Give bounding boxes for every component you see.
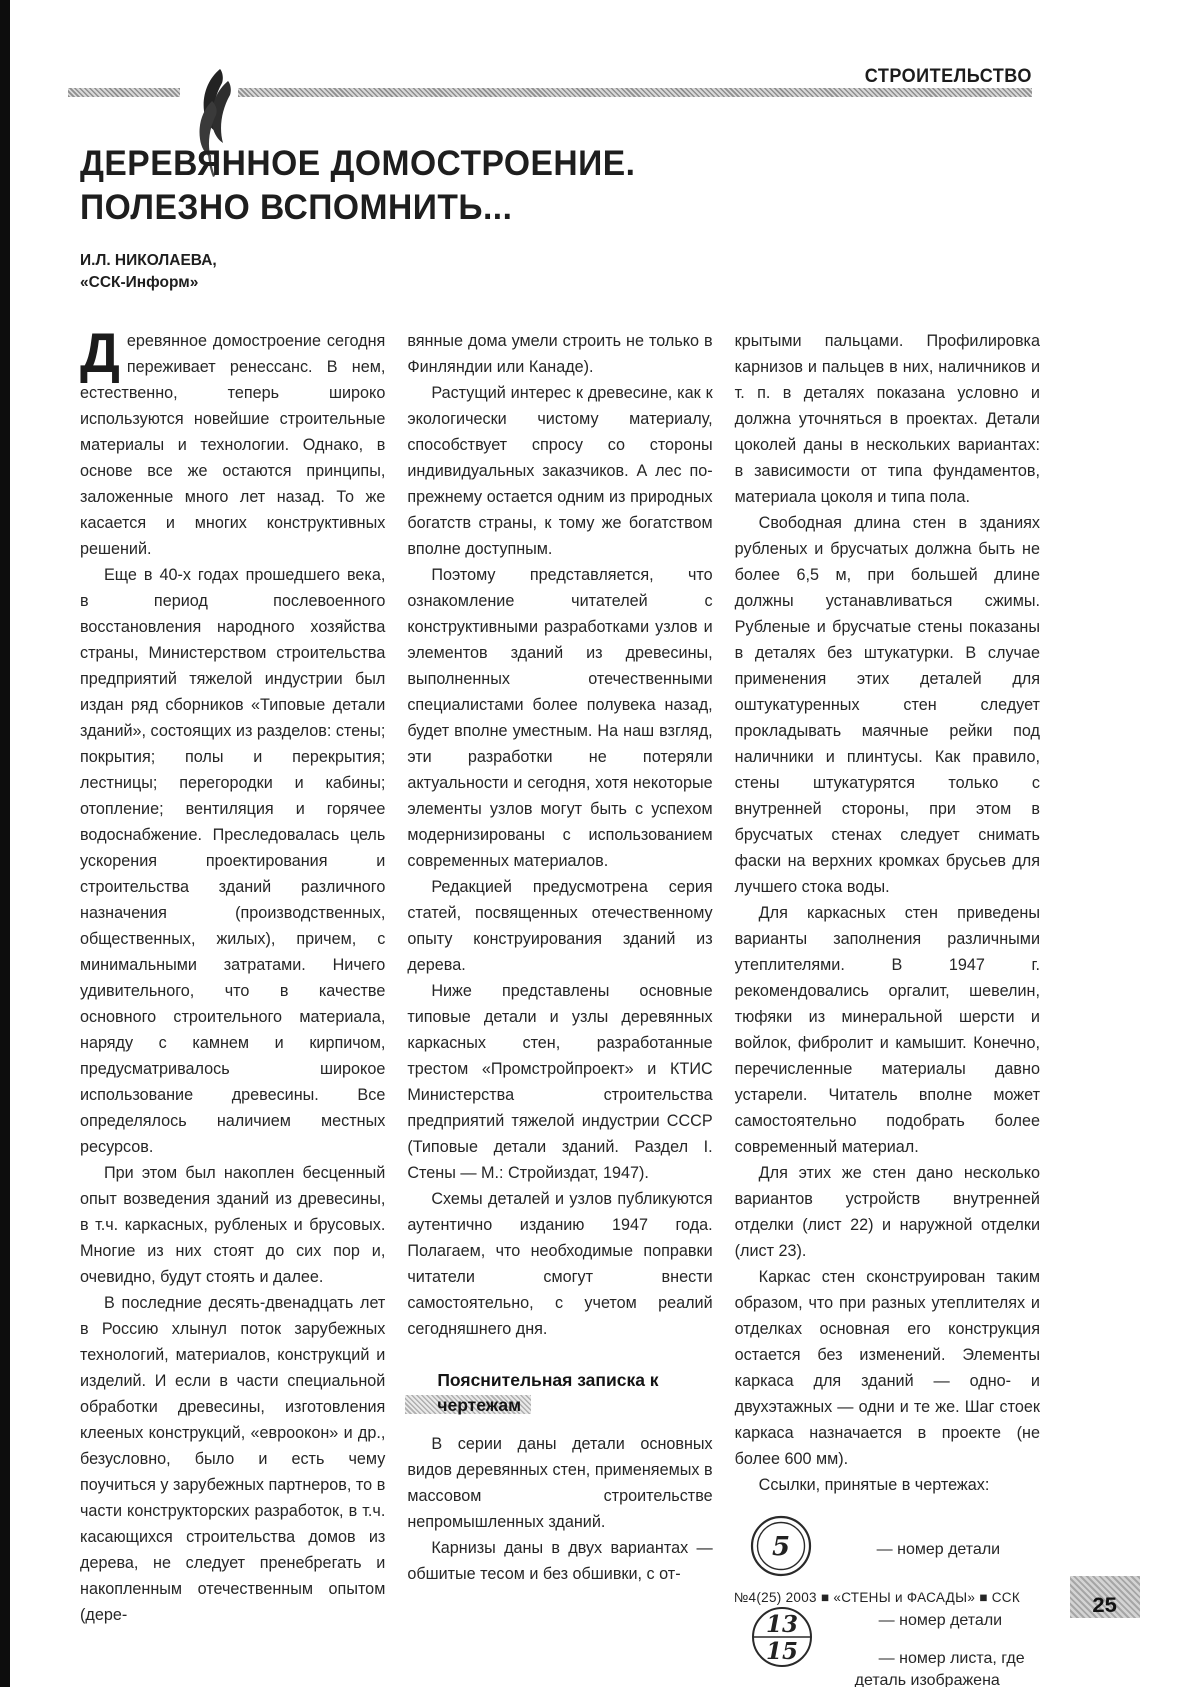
paragraph: Поэтому представляется, что ознакомление читателей с конструктивными разработками узлов и элементов зданий из древесины, выполненных отечественными специалистами более полувека назад, будет вполне уместным. На наш взгляд, эти разработки не потеряли актуальности и сегодня, хотя некоторые элементы узлов могут быть с успехом модернизированы с использованием современных материалов. <box>407 566 713 870</box>
author-name: И.Л. НИКОЛАЕВА, <box>80 252 217 269</box>
article-column-1 <box>80 321 386 1687</box>
paragraph: Свободная длина стен в зданиях рубленых и брусчатых должна быть не более 6,5 м, при большей длине должны устанавливаться сжимы. Рубленые и брусчатые стены показаны в деталях без штукатурки. В случае применения этих деталей для оштукатуренных стен следует прокладывать маячные рейки под наличники и плинтусы. Как правило, стены штукатурятся только с внутренней стороны, при этом в брусчатых стенах следует снимать фаски на верхних кромках брусьев для лучшего стока воды. <box>734 514 1040 896</box>
page-number-box <box>1070 1576 1140 1618</box>
article-body <box>80 321 1040 1687</box>
paragraph: Для этих же стен дано несколько вариантов устройств внутренней отделки (лист 22) и наружной отделки (лист 23). <box>734 1164 1040 1260</box>
header-rule <box>68 88 1032 97</box>
header-rule-left <box>68 88 180 97</box>
subheading <box>437 1368 712 1417</box>
svg-text:15: 15 <box>765 1638 798 1665</box>
drop-cap: Д <box>80 321 120 384</box>
article-column-2 <box>407 328 712 1687</box>
paragraph: Ниже представлены основные типовые детали и узлы деревянных каркасных стен, разработанные трестом «Промстройпроект» и КТИС Министерства строительства предприятий тяжелой индустрии СССР (Типовые детали зданий. Раздел I. Стены — М.: Стройиздат, 1947). <box>407 982 713 1182</box>
legend-label: — номер листа, где деталь изображена <box>854 1650 1025 1687</box>
paragraph: Еще в 40-х годах прошедшего века, в период послевоенного восстановления народного хозяйства страны, Министерством строительства предприятий тяжелой индустрии был издан ряд сборников «Типовые детали зданий», состоящих из разделов: стены; покрытия; полы и перекрытия; лестницы; перегородки и кабины; отопление; вентиляция и горячее водоснабжение. Преследовалась цель ускорения проектирования и строительства зданий различного назначения (производственных, общественных, жилых), причем, с минимальными затратами. Ничего удивительного, что в качестве основного строительного материала, наряду с камнем и кирпичом, предусматривалось широкое использование древесины. Все определялось наличием местных ресурсов. <box>80 566 386 1156</box>
footer-issue-info: №4(25) 2003 ■ «СТЕНЫ и ФАСАДЫ» ■ ССК <box>733 1589 1020 1605</box>
paragraph: Для каркасных стен приведены варианты заполнения различными утеплителями. В 1947 г. рекомендовались оргалит, шевелин, тюфяки из минеральной шерсти и войлок, фибролит и камышит. Конечно, перечисленные материалы давно устарели. Читатель вполне может самостоятельно подобрать более современный материал. <box>734 904 1040 1156</box>
paragraph: Растущий интерес к древесине, как к экологически чистому материалу, способствует спросу со стороны индивидуальных заказчиков. А лес по-прежнему остается одним из природных богатств страны, к тому же богатством вполне доступным. <box>407 384 713 558</box>
paragraph: При этом был накоплен бесценный опыт возведения зданий из древесины, в т.ч. каркасных, рубленых и брусовых. Многие из них стоят до сих пор и, очевидно, будут стоять и далее. <box>80 1164 386 1286</box>
subheading-line2: чертежам <box>437 1395 522 1415</box>
legend-label: — номер детали <box>878 1612 1003 1629</box>
paragraph: Ссылки, принятые в чертежах: <box>758 1476 990 1494</box>
paragraph: крытыми пальцами. Профилировка карнизов и пальцев в них, наличников и т. п. в деталях показана условно и должна уточняться в проектах. Детали цоколей даны в нескольких вариантах: в зависимости от типа фундаментов, материала цоколя и типа пола. <box>734 332 1040 506</box>
page-binding-edge <box>0 0 10 1687</box>
paragraph: В последние десять-двенадцать лет в Россию хлынул поток зарубежных технологий, материалов, конструкций и изделий. И если в части специальной обработки древесины, изготовления клееных конструкций, «евроокон» и др., безусловно, было и есть чему поучиться у зарубежных партнеров, то в части конструкторских разработок, в т.ч. касающихся строительства домов из дерева, не следует пренебрегать и накопленным отечественным опытом (дере- <box>80 1294 386 1624</box>
section-label: СТРОИТЕЛЬСТВО <box>864 66 1032 87</box>
paragraph: вянные дома умели строить не только в Финляндии или Канаде). <box>407 332 713 376</box>
paragraph: Деревянное домостроение сегодня переживает ренессанс. В нем, естественно, теперь широко используются новейшие строительные материалы и технологии. Однако, в основе все же остаются принципы, заложенные много лет назад. То же касается и многих конструктивных решений. <box>80 321 386 558</box>
header-rule-right <box>238 88 1032 97</box>
paragraph: Карнизы даны в двух вариантах — обшитые тесом и без обшивки, с от- <box>407 1539 713 1583</box>
article-title-line2: ПОЛЕЗНО ВСПОМНИТЬ... <box>80 188 513 227</box>
paragraph: Каркас стен сконструирован таким образом, что при разных утеплителях и отделках основная его конструкция остается без изменений. Элементы каркаса для зданий — одно- и двухэтажных — одни и те же. Шаг стоек каркаса назначается в проекте (не более 600 мм). <box>734 1268 1040 1468</box>
article-title <box>80 142 636 230</box>
author-org: «ССК-Информ» <box>80 274 199 291</box>
svg-text:5: 5 <box>771 1532 790 1562</box>
paragraph: Редакцией предусмотрена серия статей, посвященных отечественному опыту конструирования зданий из дерева. <box>407 878 713 974</box>
subheading-line1: Пояснительная записка к <box>437 1370 659 1390</box>
svg-text:13: 13 <box>765 1611 798 1638</box>
paragraph: Схемы деталей и узлов публикуются аутентично изданию 1947 года. Полагаем, что необходимые поправки читатели смогут внести самостоятельно, с учетом реалий сегодняшнего дня. <box>407 1190 713 1338</box>
paragraph: В серии даны детали основных видов деревянных стен, применяемых в массовом строительстве непромышленных зданий. <box>407 1435 713 1531</box>
page-number: 25 <box>1092 1594 1118 1617</box>
author-block <box>80 250 217 294</box>
page-footer <box>80 1576 1140 1618</box>
legend-label: — номер детали <box>876 1541 1001 1558</box>
article-column-3 <box>735 328 1040 1687</box>
article-title-line1: ДЕРЕВЯННОЕ ДОМОСТРОЕНИЕ. <box>80 144 636 183</box>
